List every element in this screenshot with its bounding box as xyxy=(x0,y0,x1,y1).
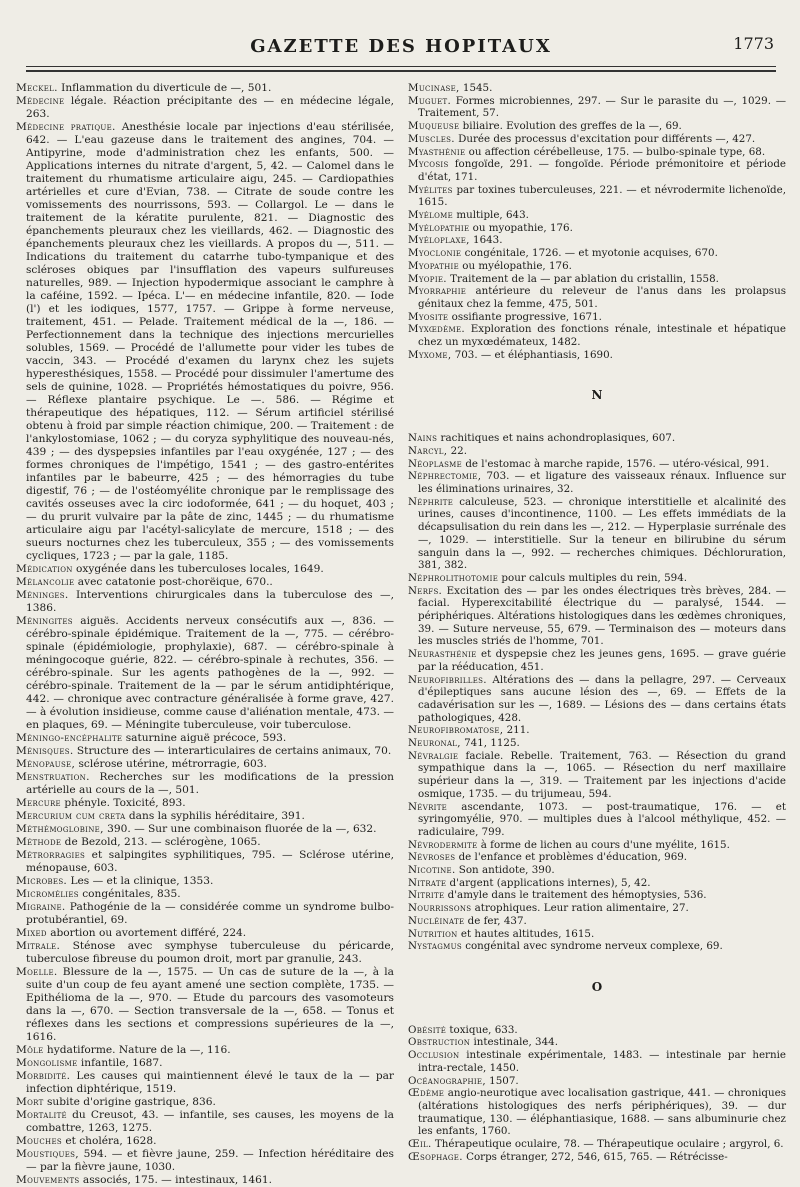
index-entry xyxy=(408,247,786,260)
entry-text: congénitale, 1726. — et myotonie acquises, 670. xyxy=(461,247,718,260)
entry-text: sclérose utérine, métrorragie, 603. xyxy=(75,758,267,770)
entry-headword: Obstruction xyxy=(408,1036,471,1049)
entry-headword: Méninges. xyxy=(16,589,69,601)
entry-text: Les — et la clinique, 1353. xyxy=(67,875,214,887)
index-entry xyxy=(408,940,786,953)
entry-headword: Mixed xyxy=(16,927,47,939)
index-entry xyxy=(408,902,786,915)
index-entry xyxy=(408,864,786,877)
entry-headword: Mongolisme xyxy=(16,1057,78,1069)
entry-headword: Néphrite xyxy=(408,495,454,508)
entry-text: 1545. xyxy=(459,82,493,94)
entry-text: d'amyle dans le traitement des hémoptysies, 536. xyxy=(444,889,707,902)
entry-headword: Myxœdème. xyxy=(408,323,465,336)
entry-text: rachitiques et nains achondroplasiques, 607. xyxy=(437,432,676,445)
entry-headword: Méthode xyxy=(16,836,62,848)
entry-headword: Nucléinate xyxy=(408,914,465,927)
section-letter-o: O xyxy=(591,980,603,994)
entry-text: oxygénée dans les tuberculoses locales, 1649. xyxy=(72,563,324,575)
index-entry xyxy=(16,771,394,797)
index-entry xyxy=(408,1049,786,1074)
index-entry xyxy=(408,184,786,209)
entry-text: infantile, 1687. xyxy=(77,1057,163,1069)
index-entry xyxy=(408,839,786,852)
index-column-left xyxy=(16,82,394,1186)
page-number: 1773 xyxy=(733,34,774,53)
entry-text: Inflammation du diverticule de —, 501. xyxy=(57,82,272,94)
entry-text: Formes microbiennes, 297. — Sur le parasite du —, 1029. — Traitement, 57. xyxy=(418,94,786,120)
index-entry xyxy=(408,585,786,649)
entry-text: abortion ou avortement différé, 224. xyxy=(46,927,247,939)
entry-headword: Neuronal, xyxy=(408,737,461,750)
entry-headword: Myxome, xyxy=(408,348,452,361)
entry-headword: Néoplasme xyxy=(408,457,463,470)
entry-headword: Néphrolithotomie xyxy=(408,571,499,584)
entries-o xyxy=(408,1024,786,1164)
entry-headword: Neurofibromatose, xyxy=(408,724,504,737)
entry-text: 390. — Sur une combinaison fluorée de la —, 632. xyxy=(103,823,377,835)
entry-text: de l'enfance et problèmes d'éducation, 969. xyxy=(455,851,688,864)
entry-text: dans la syphilis héréditaire, 391. xyxy=(125,810,305,822)
entry-headword: Morbidité. xyxy=(16,1070,71,1082)
index-entry xyxy=(16,1135,394,1148)
entry-headword: Méningites xyxy=(16,615,73,627)
entry-headword: Névralgie xyxy=(408,749,459,762)
index-entry xyxy=(408,285,786,310)
index-entry xyxy=(16,1070,394,1096)
index-column-right xyxy=(408,82,786,1162)
entry-text: et salpingites syphilitiques, 795. — Sclérose utérine, ménopause, 603. xyxy=(26,849,394,874)
index-entry xyxy=(16,1148,394,1174)
index-entry xyxy=(16,836,394,849)
entry-text: Structure des — interarticulaires de certains animaux, 70. xyxy=(73,745,392,757)
entry-headword: Nains xyxy=(408,432,438,445)
index-entry xyxy=(408,750,786,801)
entry-text: saturnine aiguë précoce, 593. xyxy=(122,732,287,744)
entry-text: Blessure de la —, 1575. — Un cas de suture de la —, à la suite d'un coup de feu ayant amené une section complète, 1735. — Epithélioma de la —, 970. — Etude du parcours des vasomoteurs dans la —, 670. — Section transversale de la —, 658. — Tonus et réflexes dans les sections et compressions supérieures de la —, 1616. xyxy=(26,966,394,1043)
entry-text: biliaire. Evolution des greffes de la —, 69. xyxy=(459,120,682,133)
index-entry xyxy=(408,82,786,95)
page-header xyxy=(16,0,786,74)
index-entry xyxy=(16,615,394,732)
entry-text: de Bezold, 213. — sclérogène, 1065. xyxy=(61,836,261,848)
entry-text: ascendante, 1073. — post-traumatique, 176. — et syringomyélie, 970. — multiples dues à l'alcool méthylique, 452. — radiculaire, 799. xyxy=(418,800,786,838)
entry-headword: Myélopathie xyxy=(408,221,470,234)
index-entry xyxy=(408,851,786,864)
index-entry xyxy=(408,146,786,159)
index-entry xyxy=(408,724,786,737)
entry-text: 703. — et ligature des vaisseaux rénaux. Influence sur les éliminations urinaires, 32. xyxy=(418,470,786,495)
entry-headword: Myorraphie xyxy=(408,285,467,298)
index-entry xyxy=(408,496,786,572)
entry-text: 211. xyxy=(503,724,530,737)
index-entry xyxy=(408,1087,786,1138)
entries-n xyxy=(408,432,786,953)
entry-text: multiple, 643. xyxy=(453,209,529,222)
entry-headword: Névrodermite xyxy=(408,838,478,851)
entry-text: calculeuse, 523. — chronique interstitielle et alcalinité des urines, causes d'incontinence, 1100. — Les effets immédiats de la décapsulisation du rein dans les —, 212. — Hyperplasie surrénale des —, 1029. — interstitielle. Sur la teneur en bilirubine du sérum sanguin dans la —, 992. — recherches chimiques. Déchloruration, 381, 382. xyxy=(418,495,786,572)
entry-headword: Méningo-encéphalite xyxy=(16,732,123,744)
index-entry xyxy=(408,273,786,286)
entry-text: associés, 175. — intestinaux, 1461. xyxy=(79,1174,272,1186)
entry-headword: Môle xyxy=(16,1044,44,1056)
entry-headword: Myosite xyxy=(408,310,449,323)
section-letter-n: N xyxy=(591,388,603,403)
entry-text: Les causes qui maintiennent élevé le taux de la — par infection diphtérique, 1519. xyxy=(26,1070,394,1095)
index-entry xyxy=(408,349,786,362)
entry-text: subite d'origine gastrique, 836. xyxy=(43,1096,216,1108)
entry-text: et hautes altitudes, 1615. xyxy=(457,927,595,940)
entry-text: Sténose avec symphyse tuberculeuse du péricarde, tuberculose fibreuse du poumon droit, mort par granulie, 243. xyxy=(26,940,394,965)
index-entry xyxy=(408,1036,786,1049)
entry-text: Altérations des — dans la pellagre, 297. — Cerveaux d'épileptiques sans aucune lésion des —, 69. — Effets de la cadavérisation sur les —, 1689. — Lésions des — dans certains états pathologiques, 428. xyxy=(418,673,786,724)
entry-headword: Mitrale. xyxy=(16,940,61,952)
index-entry xyxy=(408,222,786,235)
entry-headword: Œdème xyxy=(408,1087,445,1100)
entry-text: Exploration des fonctions rénale, intestinale et hépatique chez un myxœdémateux, 1482. xyxy=(418,323,786,349)
entry-text: Interventions chirurgicales dans la tuberculose des —, 1386. xyxy=(26,589,394,614)
index-entry xyxy=(408,889,786,902)
entry-text: congénital avec syndrome nerveux complexe, 69. xyxy=(461,940,723,953)
entry-text: et dyspepsie chez les jeunes gens, 1695. — grave guérie par la rééducation, 451. xyxy=(418,648,786,673)
entry-headword: Myéloplaxe, xyxy=(408,234,470,247)
entry-text: toxique, 633. xyxy=(446,1023,518,1036)
index-entry xyxy=(408,470,786,495)
index-entry xyxy=(408,674,786,725)
entry-headword: Mercurium cum creta xyxy=(16,810,126,822)
entry-headword: Médecine pratique. xyxy=(16,121,116,133)
index-entry xyxy=(408,915,786,928)
entry-text: Recherches sur les modifications de la pression artérielle au cours de la —, 501. xyxy=(26,771,394,796)
entry-headword: Mélancolie xyxy=(16,576,75,588)
entry-headword: Ménopause, xyxy=(16,758,76,770)
entry-headword: Obésité xyxy=(408,1023,447,1036)
entry-headword: Micromélies xyxy=(16,888,79,900)
entry-text: Pathogénie de la — considérée comme un syndrome bulbo-protubérantiel, 69. xyxy=(26,901,394,926)
index-entry xyxy=(16,875,394,888)
index-entry xyxy=(16,758,394,771)
index-entry xyxy=(408,323,786,348)
entry-headword: Médication xyxy=(16,563,73,575)
entry-headword: Océanographie, xyxy=(408,1074,486,1087)
entry-text: phényle. Toxicité, 893. xyxy=(60,797,186,809)
entry-headword: Migraine. xyxy=(16,901,66,913)
entry-headword: Néphrectomie, xyxy=(408,470,482,483)
entry-text: 1507. xyxy=(485,1074,519,1087)
index-entry xyxy=(16,1174,394,1187)
entry-text: du Creusot, 43. — infantile, ses causes, les moyens de la combattre, 1263, 1275. xyxy=(26,1109,394,1134)
index-entry xyxy=(408,120,786,133)
entry-text: Anesthésie locale par injections d'eau stérilisée, 642. — L'eau gazeuse dans le traitement des angines, 704. — Antipyrine, mode d'administration chez les enfants, 500. — Applications internes du nitrate d'argent, 5, 42. — Calomel dans le traitement du rhumatisme articulaire aigu, 245. — Cardiopathies artérielles et cure d'Evian, 738. — Citrate de soude contre les vomissements des nourrissons, 593. — Collargol. Le — dans le traitement de la kératite purulente, 821. — Diagnostic des épanchements pleuraux chez les vieillards, 462. — Diagnostic des épanchements pleuraux chez les vieillards. A propos du —, 511. — Indications du traitement du catarrhe tubo-tympanique et des scléroses obiques par l'insufflation des vapeurs sulfureuses naturelles, 989. — Injection hypodermique associant le camphre à la caféine, 1592. — Ipéca. L'— en médecine infantile, 820. — Iode (l') et les iodiques, 1577, 1757. — Grippe à forme nerveuse, traitement, 451. — Pelade. Traitement médical de la —, 186. — Perfectionnement dans la technique des injections mercurielles solubles, 1569. — Procédé de l'allumette pour vider les tubes de vaccin, 343. — Procédé d'examen du larynx chez les sujets hyperesthésiques, 1558. — Procédé pour dissimuler l'amertume des sels de quinine, 1028. — Propriétés hémostatiques du poivre, 956. — Réflexe plantaire psychique. Le —. 586. — Régime et thérapeutique des hépatiques, 112. — Sérum artificiel stérilisé obtenu à froid par simple réaction chimique, 200. — Traitement : de l'ankylostomiase, 1062 ; — du coryza syphylitique des nouveau-nés, 439 ; — des dyspepsies infantiles par l'eau oxygénée, 127 ; — des formes chroniques de l'impétigo, 1541 ; — des gastro-entérites infantiles par le babeurre, 425 ; — des hémorragies du tube digestif, 76 ; — de l'ostéomyélite chronique par le remplissage des cavités osseuses avec la circ iodoformée, 641 ; — du hoquet, 403 ; — du prurit vulvaire par la pâte de zinc, 1445 ; — du rhumatisme articulaire aigu par l'acétyl-salicylate de mercure, 1518 ; — des sueurs nocturnes chez les tuberculeux, 355 ; — des vomissements cycliques, 1723 ; — par la gale, 1185. xyxy=(26,121,394,562)
entry-headword: Névroses xyxy=(408,851,456,864)
index-entry xyxy=(16,576,394,589)
index-entry xyxy=(408,877,786,890)
entry-headword: Métrorragies xyxy=(16,849,86,861)
index-entry xyxy=(16,966,394,1044)
entry-headword: Nicotine. xyxy=(408,864,456,877)
entry-headword: Mortalité xyxy=(16,1109,67,1121)
index-entry xyxy=(408,95,786,120)
index-entry xyxy=(16,745,394,758)
index-entry xyxy=(408,737,786,750)
entry-headword: Narcyl, xyxy=(408,444,448,457)
entry-text: Excitation des — par les ondes électriques très brèves, 284. — facial. Hyperexcitabilité électrique du — paralysé, 1544. — périphériques. Altérations histologiques dans les œdèmes chroniques, 39. — Suture nerveuse, 55, 679. — Terminaison des — moteurs dans les muscles striés de l'homme, 701. xyxy=(418,584,786,648)
index-entry xyxy=(16,888,394,901)
entry-text: 594. — et fièvre jaune, 259. — Infection héréditaire des — par la fièvre jaune, 1030. xyxy=(26,1148,394,1173)
entry-text: ou affection cérébelleuse, 175. — bulbo-spinale type, 68. xyxy=(465,145,766,158)
entry-headword: Moustiques, xyxy=(16,1148,79,1160)
entry-text: et choléra, 1628. xyxy=(61,1135,157,1147)
entry-headword: Meckel. xyxy=(16,82,58,94)
entry-text: Durée des processus d'excitation pour différents —, 427. xyxy=(454,132,756,145)
running-title: GAZETTE DES HOPITAUX xyxy=(250,36,552,57)
entry-headword: Muguet. xyxy=(408,94,452,107)
index-entry xyxy=(408,1075,786,1088)
entry-headword: Nitrite xyxy=(408,889,445,902)
entry-headword: Mucinase, xyxy=(408,82,460,94)
entry-text: congénitales, 835. xyxy=(78,888,181,900)
entry-text: atrophiques. Leur ration alimentaire, 27. xyxy=(471,902,689,915)
entry-headword: Névrite xyxy=(408,800,448,813)
index-entry xyxy=(408,311,786,324)
index-entry xyxy=(16,1057,394,1070)
entry-headword: Microbes. xyxy=(16,875,68,887)
entry-text: intestinale expérimentale, 1483. — intestinale par hernie intra-rectale, 1450. xyxy=(418,1049,786,1074)
entry-text: par toxines tuberculeuses, 221. — et névrodermite lichenoïde, 1615. xyxy=(418,183,786,209)
index-entry xyxy=(16,940,394,966)
entry-headword: Mort xyxy=(16,1096,44,1108)
entry-headword: Nitrate xyxy=(408,876,447,889)
entry-headword: Moelle. xyxy=(16,966,58,978)
entry-headword: Neurasthénie xyxy=(408,648,477,661)
index-entry xyxy=(16,810,394,823)
index-entry xyxy=(408,234,786,247)
entry-headword: Œsophage. xyxy=(408,1150,463,1163)
index-entry xyxy=(16,732,394,745)
index-entry xyxy=(408,260,786,273)
entry-text: ou myopathie, 176. xyxy=(469,221,573,234)
entry-text: 741, 1125. xyxy=(460,737,520,750)
index-entry xyxy=(408,1024,786,1037)
index-entry xyxy=(408,1151,786,1164)
entry-headword: Occlusion xyxy=(408,1049,460,1062)
entry-text: de fer, 437. xyxy=(464,914,527,927)
index-entry xyxy=(16,82,394,95)
entry-text: ou myélopathie, 176. xyxy=(459,259,572,272)
entry-headword: Myopie. xyxy=(408,272,447,285)
entry-text: 22. xyxy=(447,444,467,457)
entry-text: Son antidote, 390. xyxy=(455,864,555,877)
entry-text: Traitement de la — par ablation du cristallin, 1558. xyxy=(446,272,719,285)
entry-headword: Médecine xyxy=(16,95,65,107)
index-entry xyxy=(16,1109,394,1135)
entry-headword: Nutrition xyxy=(408,927,458,940)
index-entry xyxy=(408,445,786,458)
entry-text: angio-neurotique avec localisation gastrique, 441. — chroniques (altérations histologiques des nerfs périphériques), 39. — dur traumatique, 130. — éléphantiasique, 1688. — sans albuminurie chez les enfants, 1760. xyxy=(418,1087,786,1138)
index-entry xyxy=(408,648,786,673)
entry-headword: Mycosis xyxy=(408,158,449,171)
entry-headword: Méthémoglobine, xyxy=(16,823,104,835)
entry-text: pour calculs multiples du rein, 594. xyxy=(498,571,688,584)
entry-text: légale. Réaction précipitante des — en médecine légale, 263. xyxy=(26,95,394,120)
entry-text: ossifiante progressive, 1671. xyxy=(448,310,602,323)
entry-headword: Ménisques. xyxy=(16,745,74,757)
entry-headword: Nerfs. xyxy=(408,584,443,597)
entry-headword: Myoclonie xyxy=(408,247,462,260)
entry-headword: Myopathie xyxy=(408,259,459,272)
index-entry xyxy=(16,589,394,615)
entry-headword: Menstruation. xyxy=(16,771,90,783)
entry-headword: Myélites xyxy=(408,183,453,196)
entry-headword: Myasthénie xyxy=(408,145,466,158)
entry-headword: Nystagmus xyxy=(408,940,462,953)
entry-text: 1643. xyxy=(469,234,503,247)
entry-text: 703. — et éléphantiasis, 1690. xyxy=(451,348,613,361)
entries-m xyxy=(408,82,786,361)
index-entry xyxy=(16,849,394,875)
entry-text: fongoïde, 291. — fongoïde. Période prémonitoire et période d'état, 171. xyxy=(418,158,786,183)
entry-text: avec catatonie post-chorëique, 670.. xyxy=(74,576,273,588)
index-entry xyxy=(16,121,394,563)
index-entry xyxy=(16,563,394,576)
index-entry xyxy=(408,458,786,471)
header-rule-thick xyxy=(26,70,776,72)
index-entry xyxy=(16,901,394,927)
entry-headword: Nourrissons xyxy=(408,902,472,915)
entry-text: Thérapeutique oculaire, 78. — Thérapeutique oculaire ; argyrol, 6. xyxy=(431,1138,784,1151)
entry-text: à forme de lichen au cours d'une myélite, 1615. xyxy=(477,838,730,851)
entry-text: intestinale, 344. xyxy=(470,1036,558,1049)
index-entry xyxy=(408,158,786,183)
entry-text: aiguës. Accidents nerveux consécutifs aux —, 836. — cérébro-spinale épidémique. Traitement de la —, 775. — cérébro-spinale (épidémiologie, prophylaxie), 687. — cérébro-spinale à méningocoque guérie, 822. — cérébro-spinale à rechutes, 356. — cérébro-spinale. Sur les agents pathogènes de la —, 992. — cérébro-spinale. Traitement de la — par le sérum antidiphtérique, 442. — chronique avec contracture généralisée à forme grave, 427. — à évolution insidieuse, comme cause d'aliénation mentale, 473. — en plaques, 69. — Méningite tuberculeuse, voir tuberculose. xyxy=(26,615,394,731)
entry-headword: Mercure xyxy=(16,797,61,809)
index-entry xyxy=(408,133,786,146)
index-entry xyxy=(408,1138,786,1151)
index-entry xyxy=(408,209,786,222)
index-entry xyxy=(16,1096,394,1109)
entry-text: hydatiforme. Nature de la —, 116. xyxy=(43,1044,231,1056)
entry-text: Corps étranger, 272, 546, 615, 765. — Rétrécisse- xyxy=(462,1150,728,1163)
entry-text: d'argent (applications internes), 5, 42. xyxy=(446,876,651,889)
entry-text: de l'estomac à marche rapide, 1576. — utéro-vésical, 991. xyxy=(462,457,770,470)
header-rule xyxy=(26,66,776,67)
index-entry xyxy=(16,927,394,940)
entry-headword: Muqueuse xyxy=(408,120,460,133)
entry-headword: Muscles. xyxy=(408,132,455,145)
index-entry xyxy=(16,823,394,836)
entry-headword: Mouches xyxy=(16,1135,62,1147)
entry-headword: Myélome xyxy=(408,209,454,222)
index-columns xyxy=(16,82,786,1186)
entry-headword: Mouvements xyxy=(16,1174,80,1186)
index-entry xyxy=(408,801,786,839)
entry-headword: Œil. xyxy=(408,1138,432,1151)
index-entry xyxy=(408,432,786,445)
entry-text: antérieure du releveur de l'anus dans les prolapsus génitaux chez la femme, 475, 501. xyxy=(418,285,786,310)
index-entry xyxy=(408,928,786,941)
index-entry xyxy=(408,572,786,585)
index-entry xyxy=(16,1044,394,1057)
index-entry xyxy=(16,95,394,121)
entry-text: faciale. Rebelle. Traitement, 763. — Résection du grand sympathique dans la —, 1065. — Résection du nerf maxillaire supérieur dans la —, 319. — Traitement par les injections d'acide osmique, 1735. — du trijumeau, 594. xyxy=(418,749,786,800)
index-entry xyxy=(16,797,394,810)
entry-headword: Neurofibrilles. xyxy=(408,673,487,686)
